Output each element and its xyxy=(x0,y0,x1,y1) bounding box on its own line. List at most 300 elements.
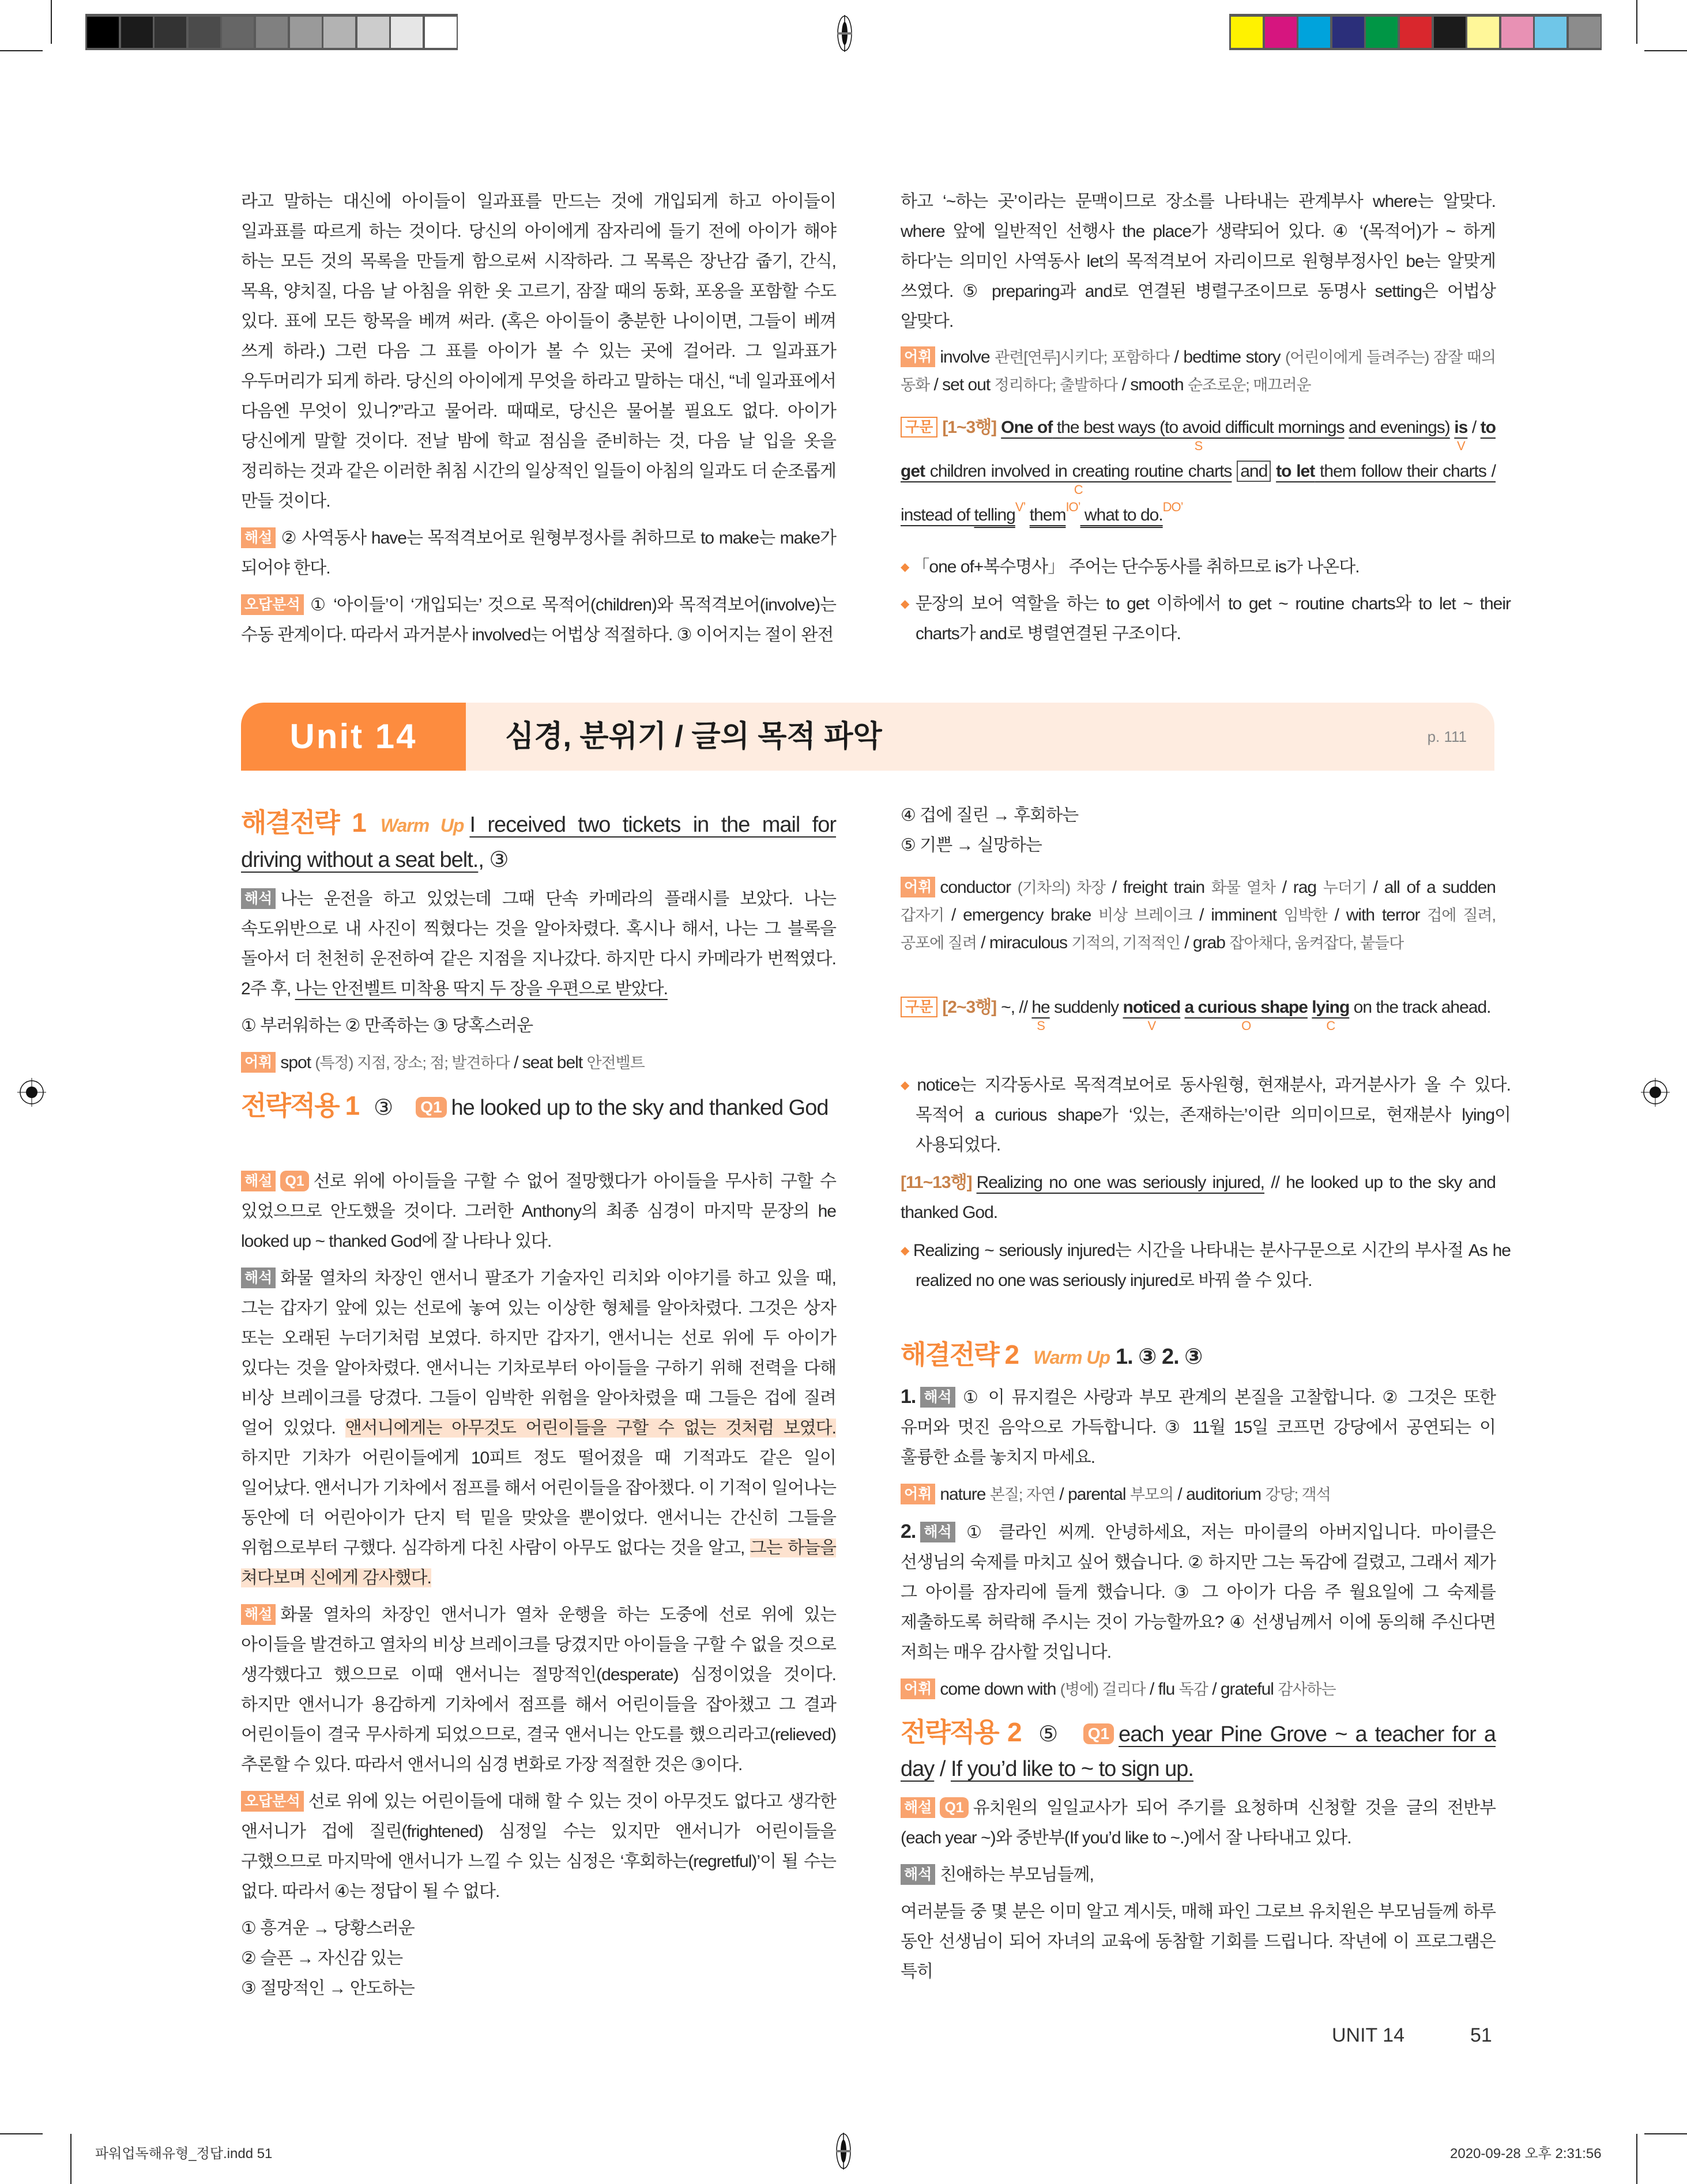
label-badge: 해석 xyxy=(241,1268,276,1288)
segment-text: 감사하는 xyxy=(1278,1681,1336,1698)
segment-text: / smooth xyxy=(1117,375,1188,394)
grammar-role-label: S xyxy=(1037,1019,1045,1033)
choice-line: ② 슬픈 → 자신감 있는 xyxy=(241,1949,403,1968)
gray-swatch xyxy=(357,17,389,48)
text-segment xyxy=(1312,998,1350,1033)
segment-text: come down with xyxy=(940,1680,1060,1699)
segment-text: 하고 ‘~하는 곳’이라는 문맥이므로 장소를 나타내는 관계부사 where는 알맞다. where 앞에 일반적인 선행사 the place가 생략되어 있다. ④ ‘(목적어)가 ~ 하게 하다’는 의미인 사역동사 let의 목적격보어 자리이므로 원형부정사인 be는 알맞게 쓰였다. ⑤ preparing과 and로 연결된 병렬구조이므로 동명사 setting은 어법상 알맞다. xyxy=(901,192,1496,331)
text-segment xyxy=(929,375,994,394)
segment-text: noticed xyxy=(1123,998,1181,1017)
text-segment xyxy=(1001,418,1052,437)
segment-text: Realizing no one was seriously injured, xyxy=(976,1173,1265,1192)
text-block xyxy=(241,1787,836,1907)
text-block xyxy=(901,986,1496,1033)
choice-line: ① 흥겨운 → 당황스러운 xyxy=(241,1919,415,1938)
label-badge: 어휘 xyxy=(901,1484,935,1504)
gray-swatch xyxy=(87,17,119,48)
definition-text xyxy=(1278,1681,1335,1698)
segment-text: involve xyxy=(940,348,995,367)
label-badge: 오답분석 xyxy=(241,1791,304,1812)
crop-mark xyxy=(0,50,43,51)
text-segment xyxy=(925,462,1232,497)
segment-text: One of xyxy=(1001,418,1053,437)
text-segment xyxy=(1031,998,1050,1033)
segment-text: 잡아채다, 움켜잡다, 붙들다 xyxy=(1229,934,1404,952)
segment-text: 부모의 xyxy=(1129,1486,1174,1503)
bullet-diamond-icon: ◆ xyxy=(901,1079,914,1092)
page-reference: p. 111 xyxy=(1427,728,1467,745)
segment-text: ① ‘아이들’이 ‘개입되는’ 것으로 목적어(children)와 목적격보어(involve)는 수동 관계이다. 따라서 과거분사 involved는 어법상 적절하다. ③ 이어지는 절이 완전 xyxy=(241,595,836,644)
segment-text: / freight train xyxy=(1105,878,1211,897)
text-block xyxy=(901,1517,1496,1668)
segment-text: 비상 브레이크 xyxy=(1098,907,1192,924)
segment-text xyxy=(1345,418,1349,437)
text-block xyxy=(901,1860,1496,1890)
bullet-diamond-icon: ◆ xyxy=(901,1244,910,1257)
grammar-role-label: C xyxy=(1326,1019,1335,1033)
segment-text: 임박한 xyxy=(1283,907,1327,924)
registration-mark-icon xyxy=(17,1078,46,1107)
color-swatch xyxy=(1298,17,1330,48)
segment-text: / auditorium xyxy=(1173,1485,1266,1504)
segment-text: 라고 말하는 대신에 아이들이 일과표를 만드는 것에 개입되게 하고 아이들이 일과표를 따르게 하는 것이다. 당신의 아이에게 잠자리에 들기 전에 아이가 해야 하는 모든 것의 목록을 만들게 함으로써 시작하라. 그 목록은 장난감 줍기, 간식, 목욕, 양치질, 다음 날 아침을 위한 옷 고르기, 잠잘 때의 동화, 포옹을 포함할 수도 있다. 표에 모든 항목을 베껴 써라. (혹은 아이들이 충분한 나이이면, 그들이 베껴 쓰게 하라.) 그런 다음 그 표를 아이가 볼 수 있는 곳에 걸어라. 그 일과표가 우두머리가 되게 하라. 당신의 아이에게 무엇을 하라고 말하는 대신, “네 일과표에서 다음엔 무엇이 있니?”라고 물어라. 때때로, 당신은 물어볼 필요도 없다. 아이가 당신에게 말할 것이다. 전날 밤에 학교 점심을 준비하는 것, 다음 날 입을 옷을 정리하는 것과 같은 이러한 취침 시간의 일상적인 일들이 아침의 일과도 더 순조롭게 만들 것이다. xyxy=(241,192,837,511)
text-segment xyxy=(1180,933,1229,952)
definition-text xyxy=(1188,376,1311,394)
label-badge: Q1 xyxy=(940,1797,968,1818)
grammar-role-label: C xyxy=(1074,482,1083,497)
segment-text: a curious shape xyxy=(1184,998,1308,1017)
segment-text: ① 이 뮤지컬은 사랑과 부모 관계의 본질을 고찰합니다. ② 그것은 또한 유머와 멋진 음악으로 가득합니다. ③ 11월 15일 코프먼 강당에서 공연되는 이 훌륭한 쇼를 놓치지 마세요. xyxy=(901,1388,1496,1467)
label-badge: Q1 xyxy=(280,1171,308,1191)
grammar-role-label: V’ xyxy=(1015,500,1026,514)
segment-text: If you’d like to ~ to sign up. xyxy=(950,1757,1193,1781)
text-block xyxy=(241,590,836,650)
text-segment xyxy=(974,506,1015,525)
highlighted-text xyxy=(345,1419,836,1438)
slug-timestamp: 2020-09-28 오후 2:31:56 xyxy=(1450,2146,1602,2162)
label-badge: 해설 xyxy=(241,1171,276,1191)
crop-mark xyxy=(1636,2134,1637,2184)
text-segment xyxy=(1001,998,1031,1017)
segment-text: / grab xyxy=(1180,933,1230,952)
segment-text: 하지만 기차가 어린이들에게 10피트 정도 떨어졌을 때 기적과도 같은 일이 일어났다. 앤서니가 기차에서 점프를 해서 어린이들을 잡아챘다. 이 기적이 일어나는 동안에 더 어린아이가 단지 턱 밑을 맞았을 뿐이었다. 앤서니는 간신히 그들을 위험으로부터 구했다. 심각하게 다친 사람이 아무도 없다는 것을 알고, xyxy=(241,1449,837,1557)
text-segment xyxy=(241,1172,836,1251)
text-block xyxy=(241,187,836,516)
gray-swatch xyxy=(391,17,423,48)
color-swatch xyxy=(1231,17,1263,48)
slug-filename: 파워업독해유형_정답.indd 51 xyxy=(95,2146,273,2162)
definition-text xyxy=(901,907,944,924)
text-segment xyxy=(977,1173,1264,1192)
text-segment xyxy=(241,1269,836,1438)
page-number: 51 xyxy=(1470,2024,1492,2046)
text-block xyxy=(241,1048,836,1078)
segment-text: 관련[연루]시키다; 포함하다 xyxy=(995,349,1170,366)
text-segment xyxy=(1232,462,1237,481)
warm-up-label: Warm Up xyxy=(380,815,464,836)
text-segment xyxy=(241,595,836,644)
segment-text: nature xyxy=(940,1485,990,1504)
unit-header-band xyxy=(241,703,1494,771)
segment-text: 갑자기 xyxy=(901,907,944,924)
crop-mark xyxy=(70,2134,71,2184)
text-block xyxy=(241,1167,836,1257)
segment-text: the best ways (to avoid difficult mornings xyxy=(1052,418,1345,437)
segment-text: is xyxy=(1454,418,1468,437)
text-block xyxy=(241,1011,836,1041)
segment-text: them follow their charts / instead of xyxy=(901,462,1496,525)
answer-number: ③ xyxy=(374,1096,393,1120)
warm-up-label: Warm Up xyxy=(1033,1347,1110,1368)
text-segment xyxy=(295,979,668,998)
text-segment xyxy=(940,348,995,367)
segment-text: 나는 운전을 하고 있었는데 그때 단속 카메라의 플래시를 보았다. 나는 속도위반으로 내 사진이 찍혔다는 것을 알아차렸다. 혹시나 해서, 나는 그 블록을 돌아서 더 천천히 운전하여 같은 지점을 지나갔다. 하지만 다시 카메라가 번쩍였다. 2주 후, xyxy=(241,889,836,998)
segment-text: to let xyxy=(1276,462,1315,481)
text-segment xyxy=(940,878,1017,897)
segment-text: 1. ③ 2. ③ xyxy=(1115,1345,1203,1369)
section-title: 전략적용 1 xyxy=(241,1091,359,1121)
text-segment xyxy=(940,1485,989,1504)
text-block xyxy=(241,884,836,1004)
definition-text xyxy=(995,376,1118,394)
color-swatch xyxy=(1400,17,1432,48)
text-block xyxy=(901,1480,1496,1510)
label-badge: 해설 xyxy=(241,527,276,548)
segment-text: / emergency brake xyxy=(944,906,1098,925)
text-segment xyxy=(1192,906,1283,925)
segment-text: ② 사역동사 have는 목적격보어로 원형부정사를 취하므로 to make는 make가 되어야 한다. xyxy=(241,529,836,578)
segment-text: 독감 xyxy=(1178,1681,1208,1698)
segment-text: and evenings) xyxy=(1349,418,1450,437)
section-heading xyxy=(901,1715,1496,1786)
text-segment xyxy=(901,1798,1496,1847)
text-block xyxy=(901,406,1496,537)
color-swatch xyxy=(1501,17,1533,48)
grammar-role-label: S xyxy=(1194,439,1203,453)
text-segment xyxy=(951,1757,1193,1781)
definition-text xyxy=(1266,1486,1331,1503)
segment-text: 누더기 xyxy=(1323,879,1367,896)
segment-text: what to do. xyxy=(1080,506,1163,525)
segment-text: / bedtime story xyxy=(1169,348,1286,367)
crop-mark xyxy=(0,2133,43,2134)
segment-text: / seat belt xyxy=(509,1053,587,1072)
text-segment xyxy=(916,594,1511,643)
choice-line: ③ 절망적인 → 안도하는 xyxy=(241,1979,415,1998)
text-segment xyxy=(1173,1485,1265,1504)
segment-text: 기적의, 기적적인 xyxy=(1071,934,1180,952)
label-badge: 구문 xyxy=(901,997,937,1017)
process-color-bar xyxy=(1229,14,1602,50)
color-swatch xyxy=(1332,17,1364,48)
segment-text: and xyxy=(1240,462,1268,481)
text-segment xyxy=(1030,506,1066,525)
bullet-note xyxy=(901,1236,1511,1296)
segment-text: each year Pine Grove ~ a teacher for a day xyxy=(901,1722,1496,1781)
label-badge: 어휘 xyxy=(901,877,935,897)
crop-mark xyxy=(1644,2133,1687,2134)
choice-line: ⑤ 기쁜 → 실망하는 xyxy=(901,836,1042,855)
text-segment xyxy=(1080,506,1163,525)
text-segment xyxy=(1117,375,1188,394)
segment-text: spot xyxy=(280,1053,315,1072)
grammar-role-label: IO’ xyxy=(1065,500,1080,514)
segment-text: // he looked up to the sky and thanked God. xyxy=(901,1173,1496,1222)
bullet-note xyxy=(901,552,1511,582)
text-segment xyxy=(451,1096,829,1120)
text-segment xyxy=(1345,418,1349,437)
section-title: 해결전략 1 xyxy=(241,808,366,838)
segment-text: 친애하는 부모님들께, xyxy=(940,1865,1094,1884)
gray-swatch xyxy=(290,17,322,48)
segment-text: / imminent xyxy=(1192,906,1284,925)
segment-text: (병에) 걸리다 xyxy=(1060,1681,1146,1698)
crop-mark xyxy=(51,0,52,44)
segment-text: 강당; 객석 xyxy=(1265,1486,1331,1503)
text-block xyxy=(241,1914,836,2004)
segment-text: ① 클라인 씨께. 안녕하세요, 저는 마이클의 아버지입니다. 마이클은 선생님의 숙제를 마치고 싶어 했습니다. ② 하지만 그는 독감에 걸렸고, 그래서 제가 그 아이를 잠자리에 들게 했습니다. ③ 그 아이가 다음 주 월요일에 그 숙제를 제출하도록 허락해 주시는 것이 가능할까요? ④ 선생님께서 이에 동의해 주신다면 저희는 매우 감사할 것입니다. xyxy=(901,1523,1496,1662)
text-segment xyxy=(916,1076,1511,1155)
text-segment xyxy=(912,557,1359,576)
segment-text: ~, // xyxy=(1001,998,1032,1017)
line-reference: [11~13행] xyxy=(901,1173,972,1192)
definition-text xyxy=(315,1054,509,1072)
text-block xyxy=(241,523,836,583)
gray-swatch xyxy=(425,17,457,48)
segment-text: , ③ xyxy=(478,848,509,872)
text-segment xyxy=(241,1792,836,1901)
segment-text: lying xyxy=(1312,998,1350,1017)
segment-text xyxy=(1271,462,1276,481)
segment-text: 정리하다; 출발하다 xyxy=(994,376,1118,394)
section-heading xyxy=(901,1337,1496,1375)
color-swatch xyxy=(1366,17,1398,48)
section-heading xyxy=(241,1088,836,1125)
line-reference: [2~3행] xyxy=(942,998,997,1017)
color-swatch xyxy=(1434,17,1466,48)
segment-text: 겁에 질려, 공포에 질려 xyxy=(901,907,1496,952)
gray-swatch xyxy=(155,17,186,48)
label-badge: 해설 xyxy=(901,1797,935,1818)
bullet-note xyxy=(901,1070,1511,1160)
definition-text xyxy=(1284,907,1327,924)
text-segment xyxy=(1180,998,1184,1017)
definition-text xyxy=(1229,934,1403,952)
grammar-role-label: O xyxy=(1241,1019,1251,1033)
text-block xyxy=(901,187,1496,337)
text-segment xyxy=(1025,506,1029,525)
item-number: 2. xyxy=(901,1521,916,1542)
segment-text: / xyxy=(934,1757,951,1781)
color-swatch xyxy=(1467,17,1499,48)
text-block xyxy=(901,1168,1496,1228)
definition-text xyxy=(1098,907,1192,924)
segment-text: telling xyxy=(974,506,1015,525)
text-block xyxy=(901,1382,1496,1473)
text-block xyxy=(901,344,1496,399)
color-swatch xyxy=(1265,17,1297,48)
text-block xyxy=(241,1600,836,1780)
label-badge: 해설 xyxy=(241,1604,276,1625)
gray-swatch xyxy=(256,17,288,48)
crop-mark xyxy=(1636,0,1637,44)
segment-text: / flu xyxy=(1145,1680,1179,1699)
registration-mark-icon xyxy=(830,15,859,52)
segment-text: children involved in creating routine charts xyxy=(925,462,1232,481)
label-badge: 해석 xyxy=(901,1864,935,1885)
definition-text xyxy=(1323,879,1366,896)
label-badge: 오답분석 xyxy=(241,594,304,615)
segment-text: 화물 열차의 차장인 앤서니 팔조가 기술자인 리치와 이야기를 하고 있을 때, 그는 갑자기 앞에 있는 선로에 놓여 있는 이상한 형체를 알아차렸다. 그것은 상자 또는 오래된 누더기처럼 보였다. 하지만 갑자기, 앤서니는 선로 위에 두 아이가 있다는 것을 알아차렸다. 앤서니는 기차로부터 아이들을 구하기 위해 전력을 다해 비상 브레이크를 당겼다. 그들이 임박한 위험을 알아차렸을 때 그들은 겁에 질려 얼어 있었다. xyxy=(241,1269,836,1438)
section-heading xyxy=(241,805,836,877)
text-segment xyxy=(1123,998,1181,1033)
gray-swatch xyxy=(222,17,254,48)
q1-badge: Q1 xyxy=(1083,1723,1114,1744)
text-segment xyxy=(1146,1680,1179,1699)
segment-text: 안전벨트 xyxy=(586,1054,645,1072)
gray-swatch xyxy=(189,17,220,48)
segment-text xyxy=(1180,998,1184,1017)
line-reference: [1~3행] xyxy=(942,418,997,437)
grammar-role-label: DO’ xyxy=(1162,500,1183,514)
text-block xyxy=(901,1674,1496,1704)
definition-text xyxy=(1018,879,1105,896)
text-segment xyxy=(1208,1680,1278,1699)
segment-text: 화물 열차 xyxy=(1211,879,1276,896)
text-segment xyxy=(241,1016,533,1035)
text-segment xyxy=(241,1449,836,1557)
segment-text: to get xyxy=(901,418,1496,481)
segment-text: 화물 열차의 차장인 앤서니가 열차 운행을 하는 도중에 선로 위에 있는 아이들을 발견하고 열차의 비상 브레이크를 당겼지만 아이들을 구할 수 없을 것으로 생각했다고 했으므로 이때 앤서니는 절망적인(desperate) 심정이었을 것이다. 하지만 앤서니가 용감하게 기차에서 점프를 해서 어린이들을 잡아챘고 그 결과 어린이들이 결국 무사하게 되었으므로, 결국 앤서니는 안도를 했으리라고(relieved) 추론할 수 있다. 따라서 앤서니의 심경 변화로 가장 적절한 것은 ③이다. xyxy=(241,1605,836,1774)
label-badge: 어휘 xyxy=(241,1052,276,1073)
text-segment xyxy=(241,192,836,511)
segment-text: 선로 위에 있는 어린이들에 대해 할 수 있는 것이 아무것도 없다고 생각한 앤서니가 겁에 질린(frightened) 심정일 수는 있지만 앤서니가 어린이들을 구했으므로 마지막에 앤서니가 느낄 수 있는 심정은 ‘후회하는(regretful)’이 될 수는 없다. 따라서 ④는 정답이 될 수 없다. xyxy=(241,1792,836,1901)
segment-text: / xyxy=(1467,418,1481,437)
segment-text: on the track ahead. xyxy=(1349,998,1491,1017)
color-swatch xyxy=(1535,17,1566,48)
segment-text: 「one of+복수명사」 주어는 단수동사를 취하므로 is가 나온다. xyxy=(912,557,1360,576)
segment-text: 그는 하늘을 쳐다보며 신에게 감사했다. xyxy=(241,1538,836,1587)
text-segment xyxy=(280,1053,315,1072)
segment-text: I received two tickets in the mail for driving without a seat belt. xyxy=(241,813,837,872)
definition-text xyxy=(587,1054,645,1072)
segment-text: 유치원의 일일교사가 되어 주기를 요청하며 신청할 것을 글의 전반부(each year ~)와 중반부(If you’d like to ~.)에서 잘 나타내고 있다. xyxy=(901,1798,1496,1847)
segment-text xyxy=(1232,462,1237,481)
text-segment xyxy=(1052,418,1345,453)
label-badge: 어휘 xyxy=(901,1678,935,1699)
unit-title: 심경, 분위기 / 글의 목적 파악 xyxy=(505,720,882,753)
text-segment xyxy=(241,529,836,578)
text-segment xyxy=(1271,462,1276,481)
text-block xyxy=(241,1263,836,1593)
segment-text: (특정) 지점, 장소; 점; 발견하다 xyxy=(315,1054,510,1072)
text-segment xyxy=(1169,348,1285,367)
label-badge: 구문 xyxy=(901,417,937,437)
segment-text xyxy=(1025,506,1029,525)
text-segment xyxy=(901,1902,1496,1981)
text-segment xyxy=(934,1757,951,1781)
crop-mark xyxy=(1644,50,1687,51)
bullet-diamond-icon: ◆ xyxy=(901,561,909,574)
text-segment xyxy=(1105,878,1211,897)
segment-text: / set out xyxy=(929,375,995,394)
choice-line: ④ 겁에 질린 → 후회하는 xyxy=(901,806,1079,825)
segment-text: / grateful xyxy=(1207,1680,1278,1699)
registration-mark-icon xyxy=(829,2133,858,2170)
text-segment xyxy=(940,1680,1060,1699)
answer-number: ⑤ xyxy=(1035,1722,1060,1747)
section-title: 전략적용 2 xyxy=(901,1717,1021,1747)
text-block xyxy=(901,801,1496,861)
text-segment xyxy=(901,1523,1496,1662)
segment-text: 여러분들 중 몇 분은 이미 알고 계시듯, 매해 파인 그로브 유치원은 부모님들께 하루 동안 선생님이 되어 자녀의 교육에 동참할 기회를 드립니다. 작년에 이 프로그램은 특히 xyxy=(901,1902,1496,1981)
text-segment xyxy=(901,192,1496,331)
section-title: 해결전략 2 xyxy=(901,1340,1019,1370)
text-segment xyxy=(1055,1485,1130,1504)
segment-text: 앤서니에게는 아무것도 어린이들을 구할 수 없는 것처럼 보였다. xyxy=(345,1419,836,1438)
segment-text: ① 부러워하는 ② 만족하는 ③ 당혹스러운 xyxy=(241,1016,533,1035)
label-badge: 해석 xyxy=(241,888,276,909)
segment-text: / miraculous xyxy=(976,933,1072,952)
text-segment xyxy=(1116,1345,1202,1369)
definition-text xyxy=(1211,879,1275,896)
text-segment xyxy=(1237,461,1271,482)
registration-mark-icon xyxy=(1641,1078,1670,1107)
label-badge: 해석 xyxy=(920,1387,955,1408)
segment-text: 본질; 자연 xyxy=(989,1486,1056,1503)
text-segment xyxy=(478,848,508,872)
definition-text xyxy=(1071,934,1180,952)
q1-badge: Q1 xyxy=(416,1097,446,1118)
segment-text: Realizing ~ seriously injured는 시간을 나타내는 분사구문으로 시간의 부사절 As he realized no one was seriously injured로 바꿔 쓸 수 있다. xyxy=(913,1241,1511,1290)
grammar-role-label: V xyxy=(1456,439,1465,453)
item-number: 1. xyxy=(901,1386,916,1408)
color-swatch xyxy=(1569,17,1601,48)
segment-text: he xyxy=(1031,998,1050,1017)
definition-text xyxy=(990,1486,1055,1503)
segment-text: (기차의) 차장 xyxy=(1017,879,1105,896)
gray-swatch xyxy=(323,17,355,48)
segment-text: them xyxy=(1029,506,1066,525)
text-segment xyxy=(913,1241,1511,1290)
definition-text xyxy=(995,349,1169,366)
definition-text xyxy=(1060,1681,1146,1698)
text-segment xyxy=(1275,878,1323,897)
definition-text xyxy=(1130,1486,1173,1503)
segment-text: he looked up to the sky and thanked God xyxy=(451,1096,829,1120)
bullet-diamond-icon: ◆ xyxy=(901,598,912,610)
segment-text: (어린이에게 들려주는) 잠잘 때의 동화 xyxy=(901,349,1496,394)
segment-text: / all of a sudden xyxy=(1366,878,1496,897)
segment-text: conductor xyxy=(940,878,1018,897)
footer-unit: UNIT 14 xyxy=(1332,2024,1404,2046)
text-segment xyxy=(1467,418,1480,437)
segment-text: 선로 위에 아이들을 구할 수 없어 절망했다가 아이들을 무사히 구할 수 있었으므로 안도했을 것이다. 그러한 Anthony의 최종 심경이 마지막 문장의 he looked up ~ thanked God에 잘 나타나 있다. xyxy=(241,1172,836,1251)
text-segment xyxy=(1366,878,1496,897)
text-segment xyxy=(1184,998,1308,1033)
text-segment xyxy=(1327,906,1427,925)
text-segment xyxy=(510,1053,587,1072)
text-segment xyxy=(1276,462,1315,481)
segment-text: 나는 안전벨트 미착용 딱지 두 장을 우편으로 받았다. xyxy=(295,979,668,998)
grammar-role-label: V xyxy=(1147,1019,1156,1033)
segment-text: 순조로운; 매끄러운 xyxy=(1187,376,1311,394)
segment-text: / rag xyxy=(1275,878,1323,897)
text-segment xyxy=(944,906,1098,925)
segment-text: suddenly xyxy=(1049,998,1123,1017)
segment-text: / parental xyxy=(1055,1485,1130,1504)
gray-color-bar xyxy=(85,14,458,50)
